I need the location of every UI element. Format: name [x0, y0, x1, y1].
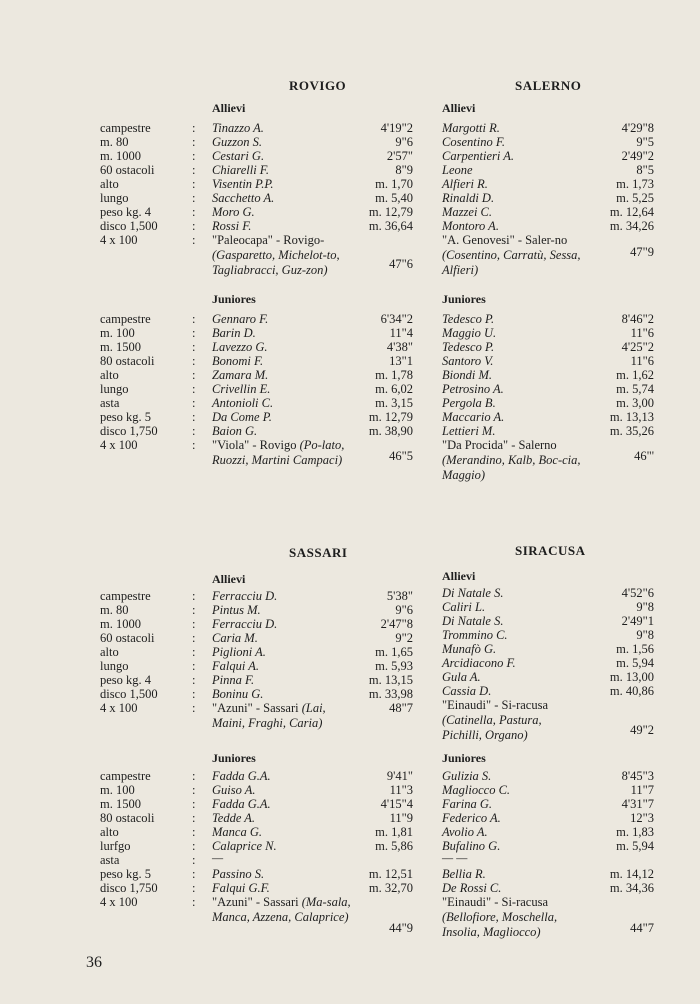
colon-separator: :: [192, 797, 196, 811]
colon-separator: :: [192, 191, 196, 205]
result-value: m. 12,79: [368, 410, 413, 424]
event-label: m. 100: [100, 783, 135, 797]
athlete-name: Tedde A.: [212, 811, 256, 825]
category-heading: Allievi: [212, 101, 246, 115]
category-heading: Allievi: [442, 569, 476, 583]
result-value: m. 5,25: [616, 191, 654, 205]
result-value: 9"8: [636, 628, 654, 642]
event-label: disco 1,500: [100, 687, 158, 701]
result-value: 8'46"2: [621, 312, 654, 326]
result-value: m. 33,98: [368, 687, 413, 701]
event-label: m. 1500: [100, 797, 141, 811]
result-value: m. 32,70: [368, 881, 413, 895]
relay-club: "Einaudi" - Si-racusa: [442, 895, 549, 909]
athlete-name: Antonioli C.: [212, 396, 274, 410]
relay-club: "Einaudi" - Si-racusa: [442, 698, 549, 712]
event-label: m. 1500: [100, 340, 141, 354]
result-value: 11"6: [630, 326, 654, 340]
athlete-name: Alfieri R.: [442, 177, 488, 191]
athlete-name: Maggio U.: [442, 326, 497, 340]
relay-club: "Paleocapa" - Rovigo-: [212, 233, 325, 247]
result-value: m. 1,81: [375, 825, 413, 839]
colon-separator: :: [192, 424, 196, 438]
result-value: 4'25"2: [621, 340, 654, 354]
result-value: m. 3,00: [616, 396, 654, 410]
result-value: m. 1,70: [375, 177, 413, 191]
athlete-name: Cassia D.: [442, 684, 492, 698]
colon-separator: :: [192, 205, 196, 219]
event-label: m. 1000: [100, 617, 141, 631]
colon-separator: :: [192, 368, 196, 382]
colon-separator: :: [192, 135, 196, 149]
result-value: m. 34,36: [609, 881, 654, 895]
result-value: m. 5,40: [375, 191, 413, 205]
event-label: 60 ostacoli: [100, 163, 155, 177]
category-heading: Juniores: [212, 292, 256, 306]
event-label: 4 x 100: [100, 438, 138, 452]
result-value: 11"3: [389, 783, 413, 797]
athlete-name: Sacchetto A.: [212, 191, 275, 205]
result-value: 11"4: [389, 326, 413, 340]
colon-separator: :: [192, 312, 196, 326]
event-label: 4 x 100: [100, 701, 138, 715]
result-value: m. 5,93: [375, 659, 413, 673]
result-value: 11"6: [630, 354, 654, 368]
athlete-name: Fadda G.A.: [212, 769, 271, 783]
event-label: campestre: [100, 312, 151, 326]
result-value: 9"8: [636, 600, 654, 614]
athlete-name: Manca G.: [212, 825, 262, 839]
relay-team: [212, 438, 352, 468]
result-value: m. 38,90: [368, 424, 413, 438]
result-value: 9"2: [395, 631, 413, 645]
athlete-name: Maccario A.: [442, 410, 505, 424]
colon-separator: :: [192, 233, 196, 247]
colon-separator: :: [192, 631, 196, 645]
athlete-name: Gennaro F.: [212, 312, 269, 326]
athlete-name: Gulizia S.: [442, 769, 492, 783]
colon-separator: :: [192, 783, 196, 797]
athlete-name: Piglioni A.: [212, 645, 266, 659]
athlete-name: Caliri L.: [442, 600, 486, 614]
colon-separator: :: [192, 177, 196, 191]
category-heading: Allievi: [442, 101, 476, 115]
athlete-name: De Rossi C.: [442, 881, 502, 895]
athlete-name: Cosentino F.: [442, 135, 505, 149]
athlete-name: Tedesco P.: [442, 340, 495, 354]
result-value: 9'41": [386, 769, 413, 783]
relay-members: (Catinella, Pastura, Pichilli, Organo): [442, 713, 542, 742]
result-value: 13"1: [389, 354, 413, 368]
colon-separator: :: [192, 701, 196, 715]
athlete-name: Avolio A.: [442, 825, 488, 839]
athlete-name: Calaprice N.: [212, 839, 277, 853]
athlete-name: Chiarelli F.: [212, 163, 269, 177]
athlete-name: Crivellin E.: [212, 382, 271, 396]
athlete-name: Di Natale S.: [442, 614, 504, 628]
athlete-name: Boninu G.: [212, 687, 264, 701]
event-label: lungo: [100, 191, 129, 205]
result-value: m. 5,94: [616, 656, 654, 670]
event-label: alto: [100, 825, 119, 839]
relay-time: 44"7: [630, 921, 654, 935]
result-value: m. 35,26: [609, 424, 654, 438]
athlete-name: Petrosino A.: [442, 382, 504, 396]
athlete-name: Falqui A.: [212, 659, 259, 673]
result-value: m. 34,26: [609, 219, 654, 233]
relay-time: 46"': [634, 449, 654, 463]
colon-separator: :: [192, 867, 196, 881]
result-value: 2'47"8: [380, 617, 413, 631]
colon-separator: :: [192, 673, 196, 687]
result-value: 4'29"8: [621, 121, 654, 135]
event-label: campestre: [100, 769, 151, 783]
colon-separator: :: [192, 811, 196, 825]
relay-team: [442, 438, 592, 483]
athlete-name: Tedesco P.: [442, 312, 495, 326]
event-label: campestre: [100, 121, 151, 135]
event-label: m. 80: [100, 603, 129, 617]
athlete-name: Pergola B.: [442, 396, 496, 410]
result-value: m. 1,62: [616, 368, 654, 382]
athlete-name: Bellia R.: [442, 867, 486, 881]
athlete-name: Lavezzo G.: [212, 340, 268, 354]
athlete-name: Leone: [442, 163, 473, 177]
result-value: m. 12,79: [368, 205, 413, 219]
event-label: alto: [100, 368, 119, 382]
relay-team: [212, 701, 352, 731]
empty-result-dash: — —: [442, 851, 468, 865]
relay-club: "Azuni" - Sassari: [212, 701, 299, 715]
athlete-name: Mazzei C.: [442, 205, 492, 219]
colon-separator: :: [192, 382, 196, 396]
result-value: m. 13,00: [609, 670, 654, 684]
page-number: 36: [86, 954, 102, 971]
relay-time: 44"9: [389, 921, 413, 935]
result-value: 6'34"2: [380, 312, 413, 326]
colon-separator: :: [192, 219, 196, 233]
category-heading: Juniores: [212, 751, 256, 765]
relay-time: 47"9: [630, 245, 654, 259]
athlete-name: Passino S.: [212, 867, 265, 881]
result-value: 8"5: [636, 163, 654, 177]
athlete-name: Pinna F.: [212, 673, 255, 687]
result-value: m. 1,56: [616, 642, 654, 656]
colon-separator: :: [192, 340, 196, 354]
result-value: m. 36,64: [368, 219, 413, 233]
athlete-name: Margotti R.: [442, 121, 500, 135]
result-value: 11"9: [389, 811, 413, 825]
athlete-name: Santoro V.: [442, 354, 494, 368]
colon-separator: :: [192, 645, 196, 659]
event-label: lungo: [100, 382, 129, 396]
result-value: 4'19"2: [380, 121, 413, 135]
result-value: m. 6,02: [375, 382, 413, 396]
result-value: 11"7: [630, 783, 654, 797]
result-value: 4'38": [386, 340, 413, 354]
relay-club: "Da Procida" - Salerno: [442, 438, 557, 452]
relay-members: (Ma-sala, Manca, Azzena, Calaprice): [212, 895, 351, 924]
event-label: 4 x 100: [100, 233, 138, 247]
athlete-name: Barin D.: [212, 326, 256, 340]
relay-members: (Bellofiore, Moschella, Insolia, Magliocco): [442, 910, 558, 939]
colon-separator: :: [192, 769, 196, 783]
result-value: m. 12,51: [368, 867, 413, 881]
colon-separator: :: [192, 326, 196, 340]
event-label: disco 1,750: [100, 881, 158, 895]
athlete-name: Ferracciu D.: [212, 589, 278, 603]
result-value: 2'49"1: [621, 614, 654, 628]
event-label: 4 x 100: [100, 895, 138, 909]
result-value: m. 12,64: [609, 205, 654, 219]
colon-separator: :: [192, 163, 196, 177]
athlete-name: Fadda G.A.: [212, 797, 271, 811]
athlete-name: Baion G.: [212, 424, 258, 438]
athlete-name: Pintus M.: [212, 603, 261, 617]
result-value: m. 1,78: [375, 368, 413, 382]
athlete-name: Farina G.: [442, 797, 492, 811]
result-value: m. 1,73: [616, 177, 654, 191]
event-label: alto: [100, 177, 119, 191]
colon-separator: :: [192, 617, 196, 631]
colon-separator: :: [192, 589, 196, 603]
athlete-name: Di Natale S.: [442, 586, 504, 600]
relay-club: "A. Genovesi" - Saler-no: [442, 233, 568, 247]
athlete-name: Visentin P.P.: [212, 177, 274, 191]
event-label: m. 80: [100, 135, 129, 149]
athlete-name: Biondi M.: [442, 368, 492, 382]
result-value: m. 5,74: [616, 382, 654, 396]
athlete-name: Cestari G.: [212, 149, 265, 163]
result-value: 8"9: [395, 163, 413, 177]
athlete-name: Carpentieri A.: [442, 149, 514, 163]
event-label: m. 100: [100, 326, 135, 340]
relay-members: (Cosentino, Carratù, Sessa, Alfieri): [442, 248, 581, 277]
colon-separator: :: [192, 881, 196, 895]
result-value: m. 5,86: [375, 839, 413, 853]
athlete-name: Munafò G.: [442, 642, 497, 656]
city-heading-sassari: SASSARI: [289, 545, 348, 560]
city-heading-siracusa: SIRACUSA: [515, 543, 586, 558]
result-value: m. 40,86: [609, 684, 654, 698]
result-value: m. 13,15: [368, 673, 413, 687]
athlete-name: Zamara M.: [212, 368, 269, 382]
result-value: m. 1,83: [616, 825, 654, 839]
result-value: 5'38": [386, 589, 413, 603]
athlete-name: Da Come P.: [212, 410, 272, 424]
relay-team: [442, 233, 597, 278]
athlete-name: Bonomi F.: [212, 354, 264, 368]
relay-team: [212, 895, 352, 925]
event-label: disco 1,500: [100, 219, 158, 233]
event-label: peso kg. 5: [100, 410, 152, 424]
relay-team: [442, 881, 582, 940]
athlete-name: Gula A.: [442, 670, 481, 684]
colon-separator: :: [192, 659, 196, 673]
colon-separator: :: [192, 603, 196, 617]
result-value: m. 3,15: [375, 396, 413, 410]
athlete-name: Ferracciu D.: [212, 617, 278, 631]
category-heading: Juniores: [442, 292, 486, 306]
event-label: lungo: [100, 659, 129, 673]
event-label: asta: [100, 853, 120, 867]
result-value: 4'15"4: [380, 797, 413, 811]
event-label: 60 ostacoli: [100, 631, 155, 645]
athlete-name: Rinaldi D.: [442, 191, 495, 205]
category-heading: Juniores: [442, 751, 486, 765]
colon-separator: :: [192, 895, 196, 909]
result-value: 4'31"7: [621, 797, 654, 811]
colon-separator: :: [192, 396, 196, 410]
colon-separator: :: [192, 121, 196, 135]
category-heading: Allievi: [212, 572, 246, 586]
athlete-name: Guiso A.: [212, 783, 256, 797]
event-label: lurfgo: [100, 839, 131, 853]
relay-team: [212, 233, 352, 278]
event-label: 80 ostacoli: [100, 811, 155, 825]
result-value: 12"3: [630, 811, 654, 825]
result-value: m. 13,13: [609, 410, 654, 424]
relay-members: (Gasparetto, Michelot-to, Tagliabracci, Guz-zon): [212, 248, 340, 277]
result-value: m. 1,65: [375, 645, 413, 659]
athlete-name: Trommino C.: [442, 628, 508, 642]
relay-time: 47"6: [389, 257, 413, 271]
event-label: campestre: [100, 589, 151, 603]
colon-separator: :: [192, 853, 196, 867]
empty-result-dash: —: [212, 851, 224, 865]
relay-club: "Viola" - Rovigo: [212, 438, 297, 452]
event-label: m. 1000: [100, 149, 141, 163]
relay-time: 48"7: [389, 701, 413, 715]
result-value: 2'49"2: [621, 149, 654, 163]
athlete-name: Tinazzo A.: [212, 121, 264, 135]
colon-separator: :: [192, 687, 196, 701]
athlete-name: Montoro A.: [442, 219, 499, 233]
colon-separator: :: [192, 354, 196, 368]
event-label: peso kg. 4: [100, 205, 152, 219]
colon-separator: :: [192, 438, 196, 452]
athlete-name: Lettieri M.: [442, 424, 496, 438]
result-value: 2'57": [386, 149, 413, 163]
relay-time: 46"5: [389, 449, 413, 463]
city-heading-rovigo: ROVIGO: [289, 78, 347, 93]
relay-members: (Po-lato, Ruozzi, Martini Campaci): [212, 438, 345, 467]
result-value: 9"5: [636, 135, 654, 149]
athlete-name: Caria M.: [212, 631, 258, 645]
relay-team: [442, 698, 572, 743]
result-value: 8'45"3: [621, 769, 654, 783]
event-label: 80 ostacoli: [100, 354, 155, 368]
event-label: peso kg. 5: [100, 867, 152, 881]
athlete-name: Guzzon S.: [212, 135, 263, 149]
athlete-name: Moro G.: [212, 205, 255, 219]
colon-separator: :: [192, 149, 196, 163]
colon-separator: :: [192, 825, 196, 839]
result-value: 9"6: [395, 603, 413, 617]
athlete-name: Magliocco C.: [442, 783, 511, 797]
colon-separator: :: [192, 839, 196, 853]
city-heading-salerno: SALERNO: [515, 78, 582, 93]
athlete-name: Federico A.: [442, 811, 501, 825]
event-label: alto: [100, 645, 119, 659]
result-value: m. 14,12: [609, 867, 654, 881]
athlete-name: Falqui G.F.: [212, 881, 270, 895]
relay-time: 49"2: [630, 723, 654, 737]
result-value: m. 5,94: [616, 839, 654, 853]
event-label: disco 1,750: [100, 424, 158, 438]
event-label: asta: [100, 396, 120, 410]
relay-members: (Merandino, Kalb, Boc-cia, Maggio): [442, 453, 581, 482]
athlete-name: Rossi F.: [212, 219, 252, 233]
event-label: peso kg. 4: [100, 673, 152, 687]
relay-club: "Azuni" - Sassari: [212, 895, 299, 909]
athlete-name: Bufalino G.: [442, 839, 501, 853]
relay-members: (Lai, Maini, Fraghi, Caria): [212, 701, 326, 730]
result-value: 9"6: [395, 135, 413, 149]
colon-separator: :: [192, 410, 196, 424]
result-value: 4'52"6: [621, 586, 654, 600]
athlete-name: Arcidiacono F.: [442, 656, 516, 670]
